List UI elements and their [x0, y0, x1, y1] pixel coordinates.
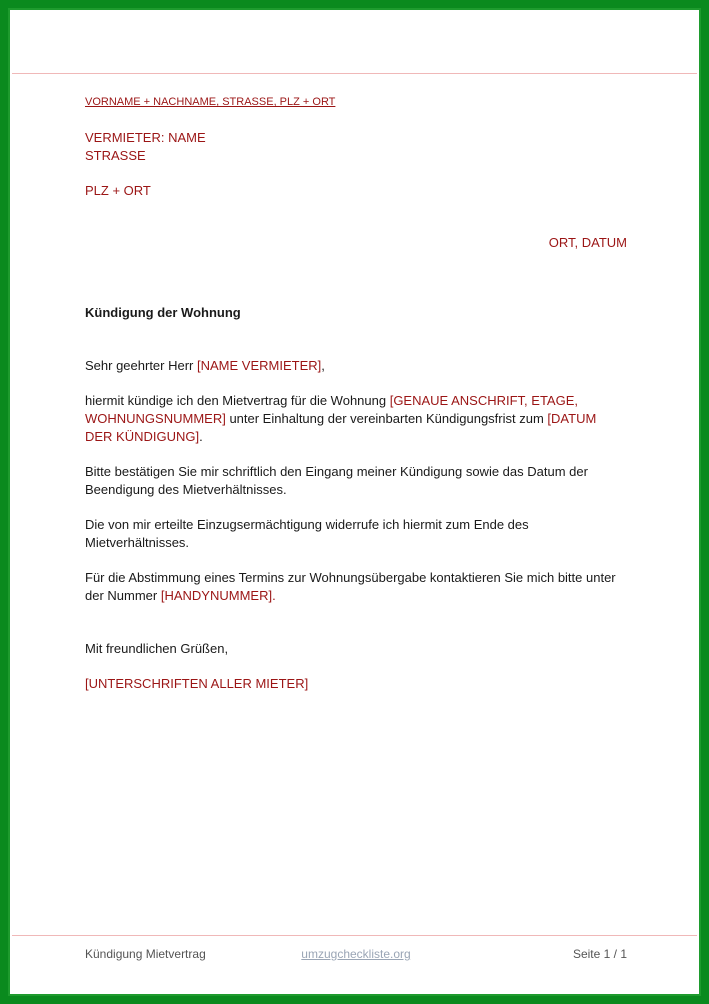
letter-subject: Kündigung der Wohnung	[85, 305, 241, 320]
footer-rule	[12, 935, 697, 936]
page-frame	[8, 8, 701, 996]
header-rule	[12, 73, 697, 74]
footer-page-number: Seite 1 / 1	[572, 947, 627, 961]
signatures-placeholder: [UNTERSCHRIFTEN ALLER MIETER]	[85, 676, 309, 691]
salutation-end: ,	[321, 358, 325, 373]
paragraph-handover	[85, 569, 627, 605]
para1-text-a: hiermit kündige ich den Mietvertrag für die Wohnung	[85, 393, 390, 408]
footer-site-link[interactable]: umzugcheckliste.org	[301, 947, 411, 961]
closing: Mit freundlichen Grüßen,	[85, 641, 229, 656]
sender-line: VORNAME + NACHNAME, STRASSE, PLZ + ORT	[85, 96, 336, 108]
letter-body	[85, 96, 627, 693]
para1-text-b: unter Einhaltung der vereinbarten Kündigungsfrist zum	[225, 411, 548, 426]
recipient-city: PLZ + ORT	[85, 183, 151, 198]
address-placeholder: [GENAUE ANSCHRIFT, ETAGE, WOHNUNGSNUMMER]	[85, 393, 578, 426]
page-footer	[85, 947, 627, 961]
salutation-placeholder: [NAME VERMIETER]	[197, 358, 322, 373]
paragraph-confirmation: Bitte bestätigen Sie mir schriftlich den Eingang meiner Kündigung sowie das Datum der Beendigung des Mietverhältnisses.	[85, 464, 588, 497]
recipient-street: STRASSE	[85, 148, 146, 163]
termination-date-placeholder: [DATUM DER KÜNDIGUNG]	[85, 411, 597, 444]
place-date: ORT, DATUM	[548, 235, 627, 250]
para1-end: .	[199, 429, 203, 444]
recipient-address	[85, 129, 627, 200]
paragraph-direct-debit: Die von mir erteilte Einzugsermächtigung widerrufe ich hiermit zum Ende des Mietverhältnisses.	[85, 517, 529, 550]
footer-title: Kündigung Mietvertrag	[85, 947, 206, 961]
paragraph-termination	[85, 392, 627, 446]
salutation	[85, 357, 627, 375]
salutation-text: Sehr geehrter Herr	[85, 358, 197, 373]
recipient-name: VERMIETER: NAME	[85, 130, 206, 145]
para4-text: Für die Abstimmung eines Termins zur Wohnungsübergabe kontaktieren Sie mich bitte unter der Nummer	[85, 570, 616, 603]
phone-placeholder: [HANDYNUMMER].	[160, 588, 276, 603]
document-page	[10, 10, 699, 994]
